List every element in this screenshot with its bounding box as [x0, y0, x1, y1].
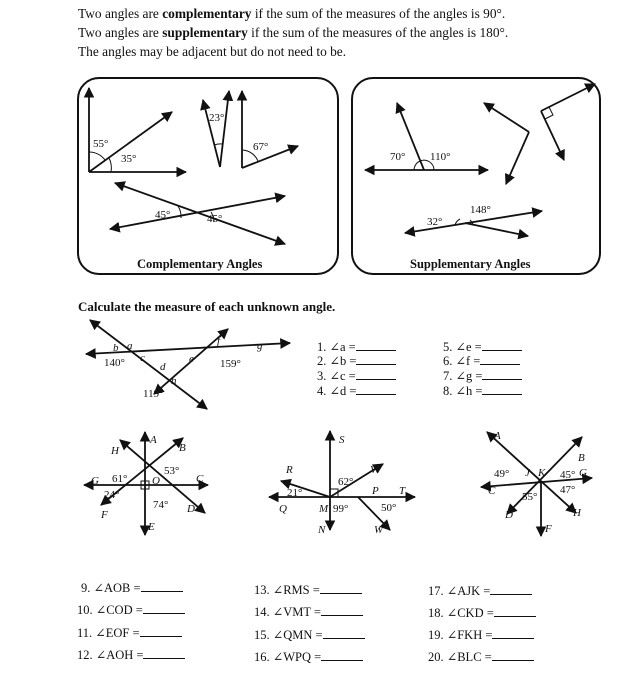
supp-label-32: 32°	[427, 216, 443, 228]
fig3-50: 50°	[381, 502, 397, 514]
answer-blank-10[interactable]	[143, 613, 185, 614]
fig2-D: D	[187, 503, 195, 515]
complementary-figure-b	[203, 91, 298, 168]
answer-blank-13[interactable]	[320, 593, 362, 594]
fig4-D: D	[505, 509, 513, 521]
fig3-V: V	[370, 464, 377, 476]
answer-blank-6[interactable]	[480, 364, 520, 365]
fig2-H: H	[111, 445, 119, 457]
supp-label-70: 70°	[390, 151, 406, 163]
question-1: 1. ∠a =	[317, 339, 396, 355]
fig3-M: M	[319, 503, 329, 515]
fig1-d: d	[160, 361, 166, 373]
intro-line-1: Two angles are complementary if the sum of the measures of the angles is 90°.	[78, 6, 506, 21]
fig3-62: 62°	[338, 476, 354, 488]
fig1-a: a	[127, 340, 133, 352]
question-12: 12. ∠AOH =	[77, 647, 185, 663]
answer-blank-9[interactable]	[141, 591, 183, 592]
fig1-140: 140°	[104, 357, 125, 369]
section-heading: Calculate the measure of each unknown angle.	[78, 299, 336, 314]
question-16: 16. ∠WPQ =	[254, 649, 363, 665]
question-7: 7. ∠g =	[443, 368, 522, 384]
fig2-C: C	[196, 473, 204, 485]
fig3-R: R	[286, 464, 293, 476]
fig3-N: N	[318, 524, 326, 536]
fig1-119: 119°	[143, 388, 164, 400]
answer-blank-8[interactable]	[482, 394, 522, 395]
fig1-h: h	[171, 375, 177, 387]
intro-line-2: Two angles are supplementary if the sum of the measures of the angles is 180°.	[78, 25, 509, 40]
complementary-title: Complementary Angles	[137, 257, 263, 271]
fig2-E: E	[148, 521, 155, 533]
answer-blank-14[interactable]	[321, 615, 363, 616]
fig1-c: c	[140, 352, 145, 364]
fig2-F: F	[101, 509, 108, 521]
complementary-figure-c	[110, 183, 285, 244]
answer-blank-19[interactable]	[492, 638, 534, 639]
question-5: 5. ∠e =	[443, 339, 522, 355]
question-10: 10. ∠COD =	[77, 602, 185, 618]
question-14: 14. ∠VMT =	[254, 604, 363, 620]
question-11: 11. ∠EOF =	[77, 625, 182, 641]
comp-label-45b: 45°	[207, 213, 223, 225]
comp-label-67: 67°	[253, 141, 269, 153]
intro-line-3: The angles may be adjacent but do not need to be.	[78, 44, 347, 59]
fig4-A: A	[494, 430, 501, 442]
answer-blank-12[interactable]	[143, 658, 185, 659]
fig1-e: e	[189, 353, 194, 365]
fig3-21: 21°	[287, 487, 303, 499]
fig3-W: W	[374, 524, 384, 536]
question-9: 9. ∠AOB =	[81, 580, 183, 596]
supplementary-figure-b	[484, 84, 595, 184]
answer-blank-5[interactable]	[482, 350, 522, 351]
comp-label-35: 35°	[121, 153, 137, 165]
question-2: 2. ∠b =	[317, 353, 396, 369]
fig2-O: O	[152, 475, 160, 487]
answer-blank-17[interactable]	[490, 594, 532, 595]
answer-blank-20[interactable]	[492, 660, 534, 661]
question-20: 20. ∠BLC =	[428, 649, 534, 665]
fig4-B: B	[578, 452, 585, 464]
fig4-45: 45°	[560, 469, 576, 481]
fig2-B: B	[179, 442, 186, 454]
question-8: 8. ∠h =	[443, 383, 522, 399]
supp-label-110: 110°	[430, 151, 451, 163]
fig1-g: g	[257, 340, 263, 352]
question-6: 6. ∠f =	[443, 353, 520, 369]
answer-blank-4[interactable]	[356, 394, 396, 395]
fig2-74: 74°	[153, 499, 169, 511]
fig1-159: 159°	[220, 358, 241, 370]
fig4-55: 55°	[522, 491, 538, 503]
comp-label-23: 23°	[209, 112, 225, 124]
fig4-F: F	[545, 523, 552, 535]
comp-label-55: 55°	[93, 138, 109, 150]
fig3-99: 99°	[333, 503, 349, 515]
question-13: 13. ∠RMS =	[254, 582, 362, 598]
question-3: 3. ∠c =	[317, 368, 396, 384]
answer-blank-16[interactable]	[321, 660, 363, 661]
answer-blank-15[interactable]	[323, 638, 365, 639]
fig4-G: G	[579, 467, 587, 479]
answer-blank-18[interactable]	[494, 616, 536, 617]
fig3-T: T	[399, 485, 406, 497]
comp-label-45a: 45°	[155, 209, 171, 221]
fig4-47: 47°	[560, 484, 576, 496]
question-4: 4. ∠d =	[317, 383, 396, 399]
fig3-S: S	[339, 434, 345, 446]
question-15: 15. ∠QMN =	[254, 627, 365, 643]
question-19: 19. ∠FKH =	[428, 627, 534, 643]
fig2-61: 61°	[112, 473, 128, 485]
question-17: 17. ∠AJK =	[428, 583, 532, 599]
fig2-53: 53°	[164, 465, 180, 477]
answer-blank-1[interactable]	[356, 350, 396, 351]
answer-blank-3[interactable]	[356, 379, 396, 380]
question-18: 18. ∠CKD =	[428, 605, 536, 621]
fig2-A: A	[150, 434, 157, 446]
fig3-P: P	[372, 485, 379, 497]
answer-blank-7[interactable]	[482, 379, 522, 380]
fig1-f: f	[217, 335, 221, 347]
supplementary-title: Supplementary Angles	[410, 257, 531, 271]
supplementary-figure-a	[365, 103, 488, 170]
fig4-49: 49°	[494, 468, 510, 480]
complementary-figure-a	[89, 88, 186, 172]
fig2-24: 24°	[104, 489, 120, 501]
answer-blank-2[interactable]	[356, 364, 396, 365]
answer-blank-11[interactable]	[140, 636, 182, 637]
fig3-Q: Q	[279, 503, 287, 515]
fig4-K: K	[538, 467, 546, 479]
fig1-b: b	[113, 342, 119, 354]
fig2-G: G	[91, 475, 99, 487]
fig4-J: J	[525, 467, 530, 479]
fig4-H: H	[573, 507, 581, 519]
supp-label-148: 148°	[470, 204, 491, 216]
fig4-C: C	[488, 485, 496, 497]
